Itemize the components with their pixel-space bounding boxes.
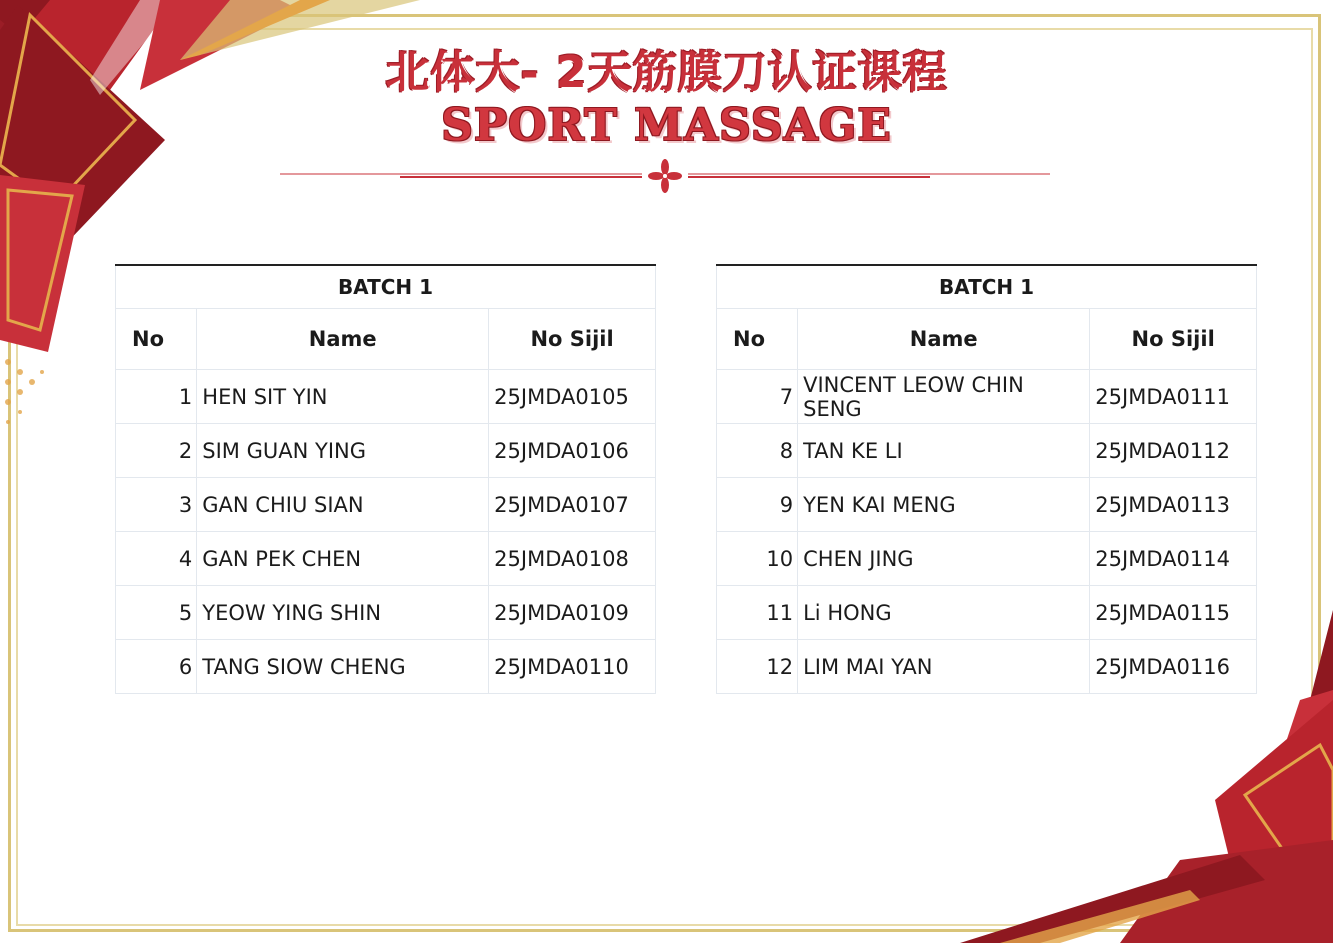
- participant-name: SIM GUAN YING: [197, 424, 489, 478]
- table-row: [116, 586, 656, 640]
- page-title-chinese: 北体大- 2天筋膜刀认证课程: [385, 47, 948, 98]
- participant-name: GAN PEK CHEN: [197, 532, 489, 586]
- table-row: [116, 370, 656, 424]
- participant-name: YEOW YING SHIN: [197, 586, 489, 640]
- participant-name: CHEN JING: [798, 532, 1090, 586]
- column-header-no: No: [116, 309, 197, 370]
- certificate-number: 25JMDA0112: [1090, 424, 1257, 478]
- page-title-english: SPORT MASSAGE: [441, 100, 892, 151]
- participant-name: TANG SIOW CHENG: [197, 640, 489, 694]
- certificate-number: 25JMDA0107: [489, 478, 656, 532]
- row-number: 11: [717, 586, 798, 640]
- participant-name: LIM MAI YAN: [798, 640, 1090, 694]
- participant-name: VINCENT LEOW CHIN SENG: [798, 370, 1090, 424]
- row-number: 8: [717, 424, 798, 478]
- certificate-number: 25JMDA0109: [489, 586, 656, 640]
- table-row: [116, 478, 656, 532]
- certificate-number: 25JMDA0108: [489, 532, 656, 586]
- participant-name: GAN CHIU SIAN: [197, 478, 489, 532]
- certificate-number: 25JMDA0114: [1090, 532, 1257, 586]
- table-row: [717, 586, 1257, 640]
- certificate-number: 25JMDA0105: [489, 370, 656, 424]
- batch-title: BATCH 1: [116, 265, 656, 309]
- participant-name: Li HONG: [798, 586, 1090, 640]
- batch-title: BATCH 1: [717, 265, 1257, 309]
- certificate-number: 25JMDA0116: [1090, 640, 1257, 694]
- table-row: [717, 424, 1257, 478]
- table-row: [116, 424, 656, 478]
- batch-table-right: [716, 264, 1257, 694]
- certificate-number: 25JMDA0110: [489, 640, 656, 694]
- participant-name: TAN KE LI: [798, 424, 1090, 478]
- row-number: 5: [116, 586, 197, 640]
- row-number: 2: [116, 424, 197, 478]
- batch-table-left: [115, 264, 656, 694]
- certificate-number: 25JMDA0111: [1090, 370, 1257, 424]
- certificate-number: 25JMDA0106: [489, 424, 656, 478]
- certificate-number: 25JMDA0113: [1090, 478, 1257, 532]
- row-number: 9: [717, 478, 798, 532]
- participant-name: YEN KAI MENG: [798, 478, 1090, 532]
- table-row: [717, 370, 1257, 424]
- certificate-number: 25JMDA0115: [1090, 586, 1257, 640]
- table-row: [116, 532, 656, 586]
- table-row: [717, 478, 1257, 532]
- row-number: 7: [717, 370, 798, 424]
- table-row: [717, 640, 1257, 694]
- column-header-no: No: [717, 309, 798, 370]
- row-number: 1: [116, 370, 197, 424]
- ornamental-divider: [280, 158, 1050, 194]
- row-number: 6: [116, 640, 197, 694]
- table-row: [717, 532, 1257, 586]
- row-number: 4: [116, 532, 197, 586]
- participant-name: HEN SIT YIN: [197, 370, 489, 424]
- column-header-sijil: No Sijil: [489, 309, 656, 370]
- column-header-name: Name: [197, 309, 489, 370]
- row-number: 3: [116, 478, 197, 532]
- table-row: [116, 640, 656, 694]
- column-header-sijil: No Sijil: [1090, 309, 1257, 370]
- column-header-name: Name: [798, 309, 1090, 370]
- row-number: 12: [717, 640, 798, 694]
- row-number: 10: [717, 532, 798, 586]
